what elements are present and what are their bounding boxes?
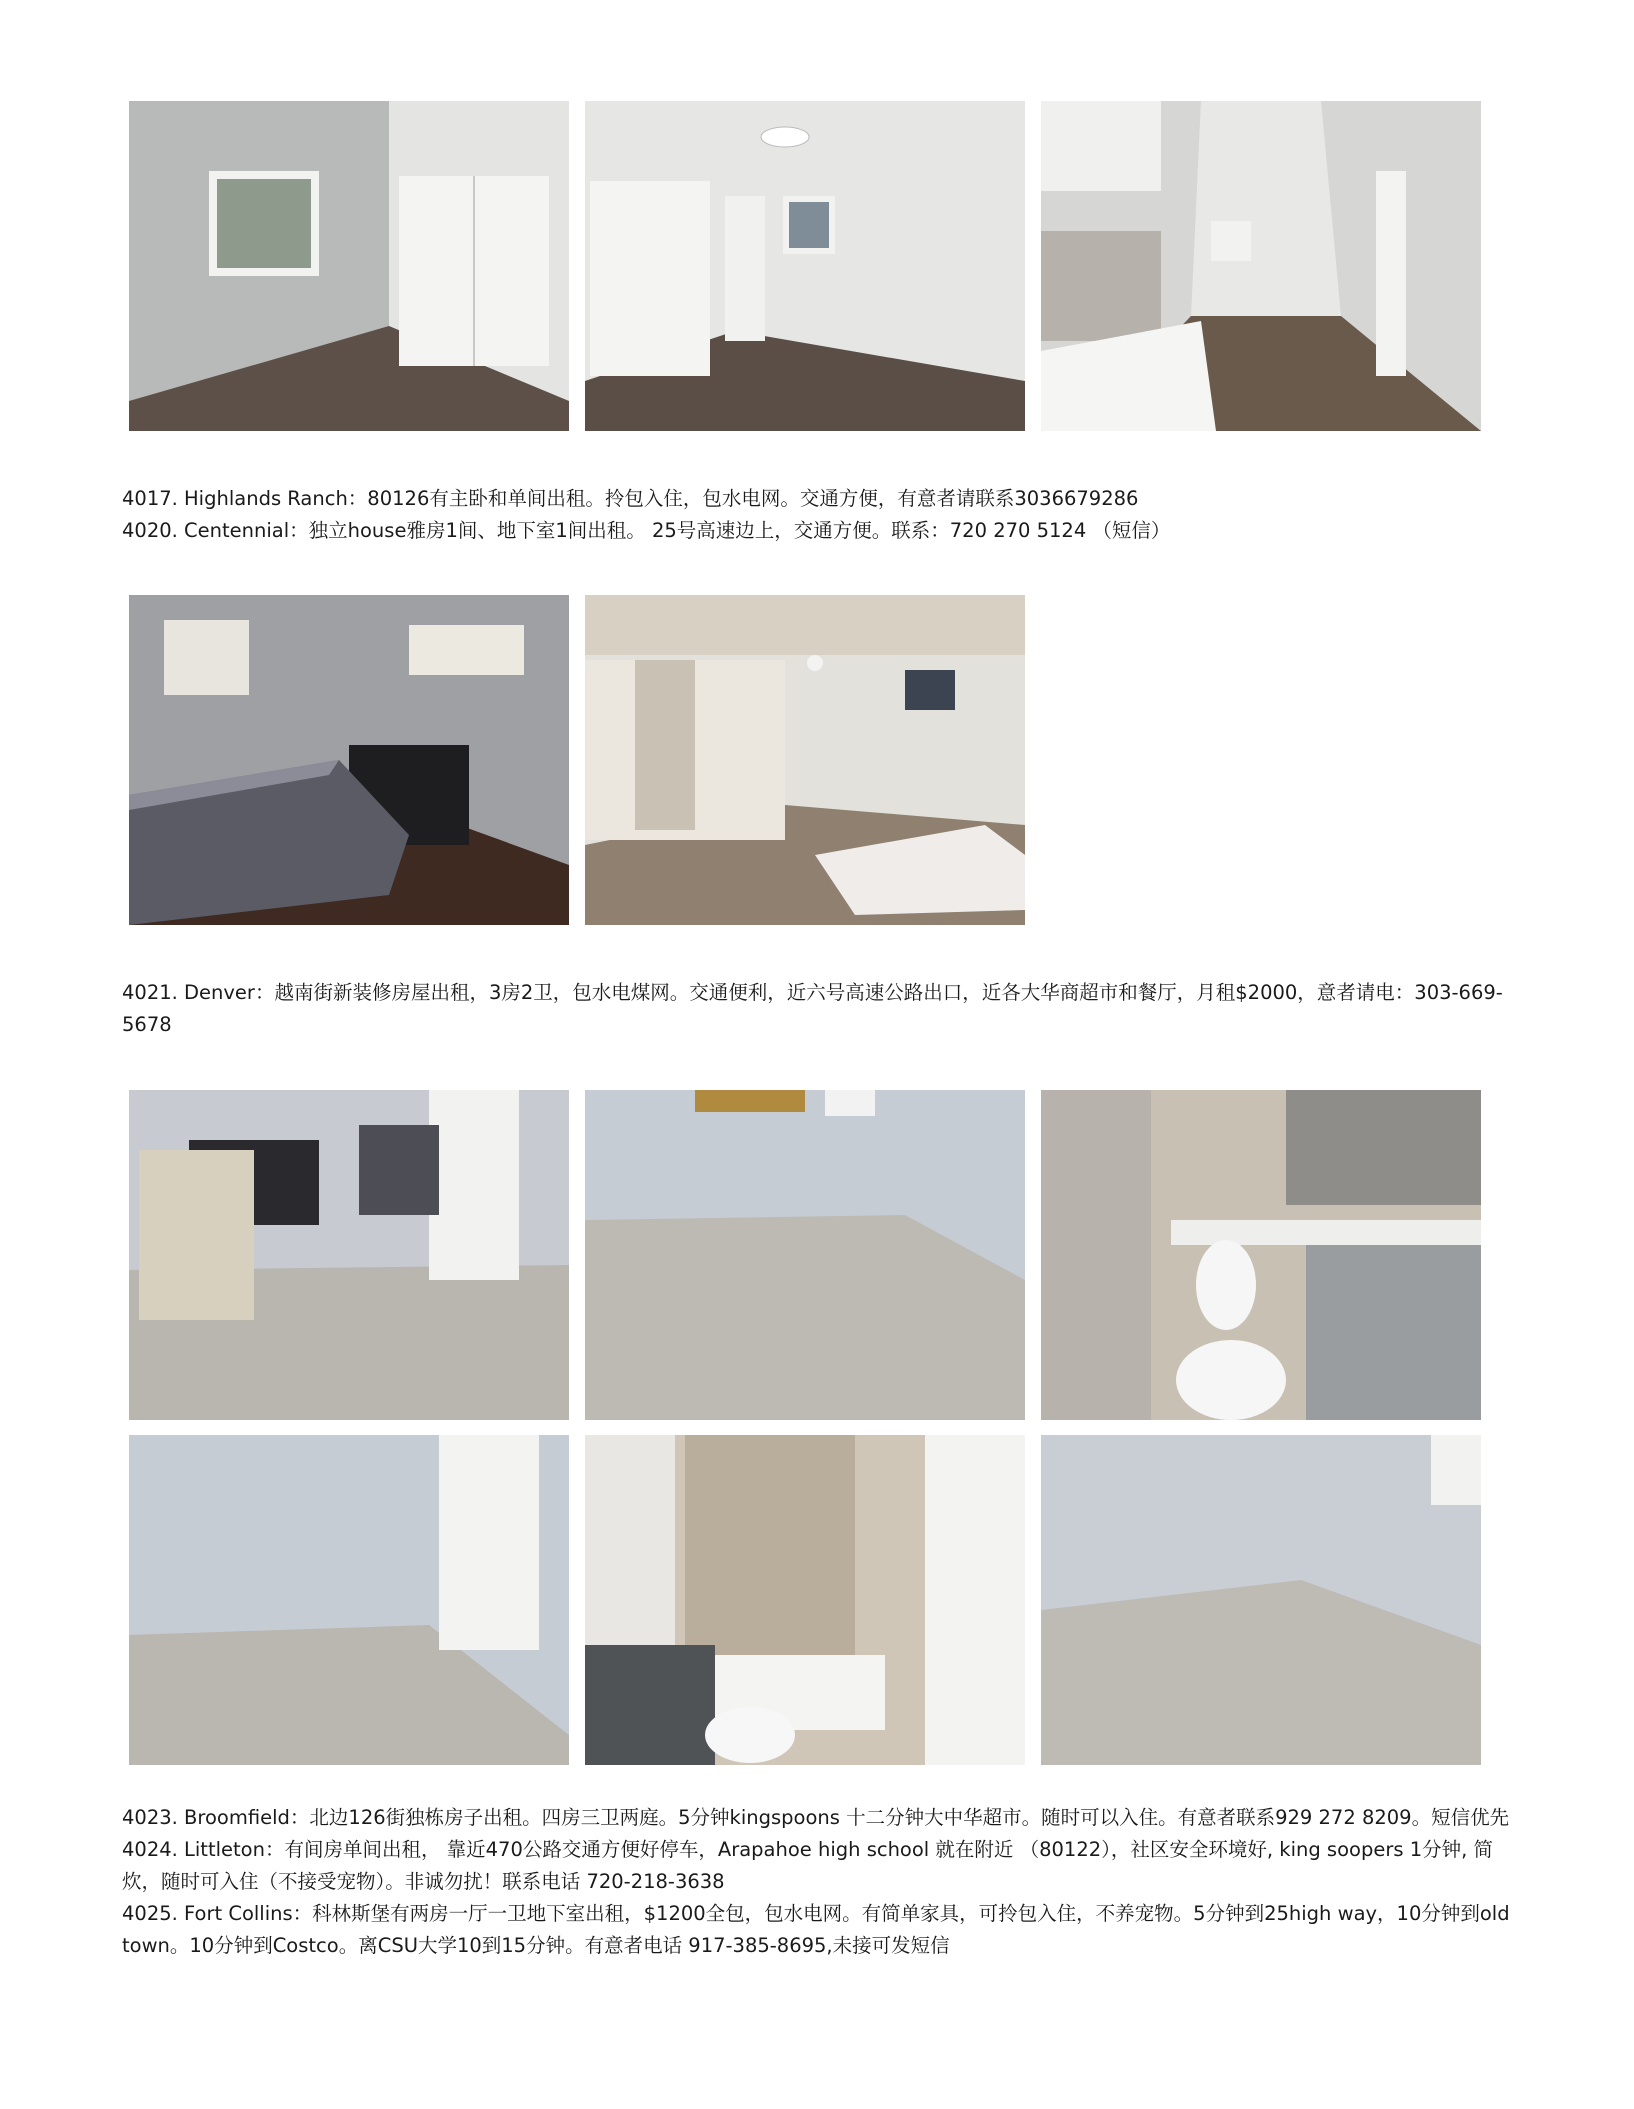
photo-bathroom-toilet-vanity [1041,1090,1481,1420]
photo-bedroom-ceiling-light [585,101,1025,431]
photo-bathroom-tub [585,1435,1025,1765]
photo-basement-bedroom [585,595,1025,925]
listing-text-4021 [122,977,1522,1041]
photo-empty-room-door [129,1435,569,1765]
listing-text-4023-4025 [122,1802,1522,1962]
listing-4024: 4024. Littleton：有间房单间出租， 靠近470公路交通方便好停车，Arapahoe high school 就在附近 （80122），社区安全环境好, king soopers 1分钟, 简炊，随时可入住（不接受宠物）。非诚勿扰！联系电话 720-218-3638 [122,1838,1494,1893]
listing-4020: 4020. Centennial：独立house雅房1间、地下室1间出租。 25号高速边上，交通方便。联系：720 270 5124 （短信） [122,519,1171,542]
listing-4023: 4023. Broomfield：北边126街独栋房子出租。四房三卫两庭。5分钟kingspoons 十二分钟大中华超市。随时可以入住。有意者联系929 272 8209。短信优先 [122,1806,1510,1829]
listing-4025: 4025. Fort Collins：科林斯堡有两房一厅一卫地下室出租，$1200全包，包水电网。有简单家具，可拎包入住，不养宠物。5分钟到25high way，10分钟到old town。10分钟到Costco。离CSU大学10到15分钟。有意者电话 917-385-8695,未接可发短信 [122,1902,1510,1957]
listing-4021: 4021. Denver：越南街新装修房屋出租，3房2卫，包水电煤网。交通便利，近六号高速公路出口，近各大华商超市和餐厅，月租$2000，意者请电：303-669-5678 [122,981,1503,1036]
photo-empty-room-floor [585,1090,1025,1420]
photo-bedroom-bed [129,595,569,925]
photo-bedroom-closet [129,101,569,431]
photo-kitchen-hallway [1041,101,1481,431]
listing-4017: 4017. Highlands Ranch：80126有主卧和单间出租。拎包入住，包水电网。交通方便，有意者请联系3036679286 [122,487,1139,510]
listing-text-4017-4020 [122,483,1522,547]
photo-empty-room-window [1041,1435,1481,1765]
photo-living-room-chairs [129,1090,569,1420]
